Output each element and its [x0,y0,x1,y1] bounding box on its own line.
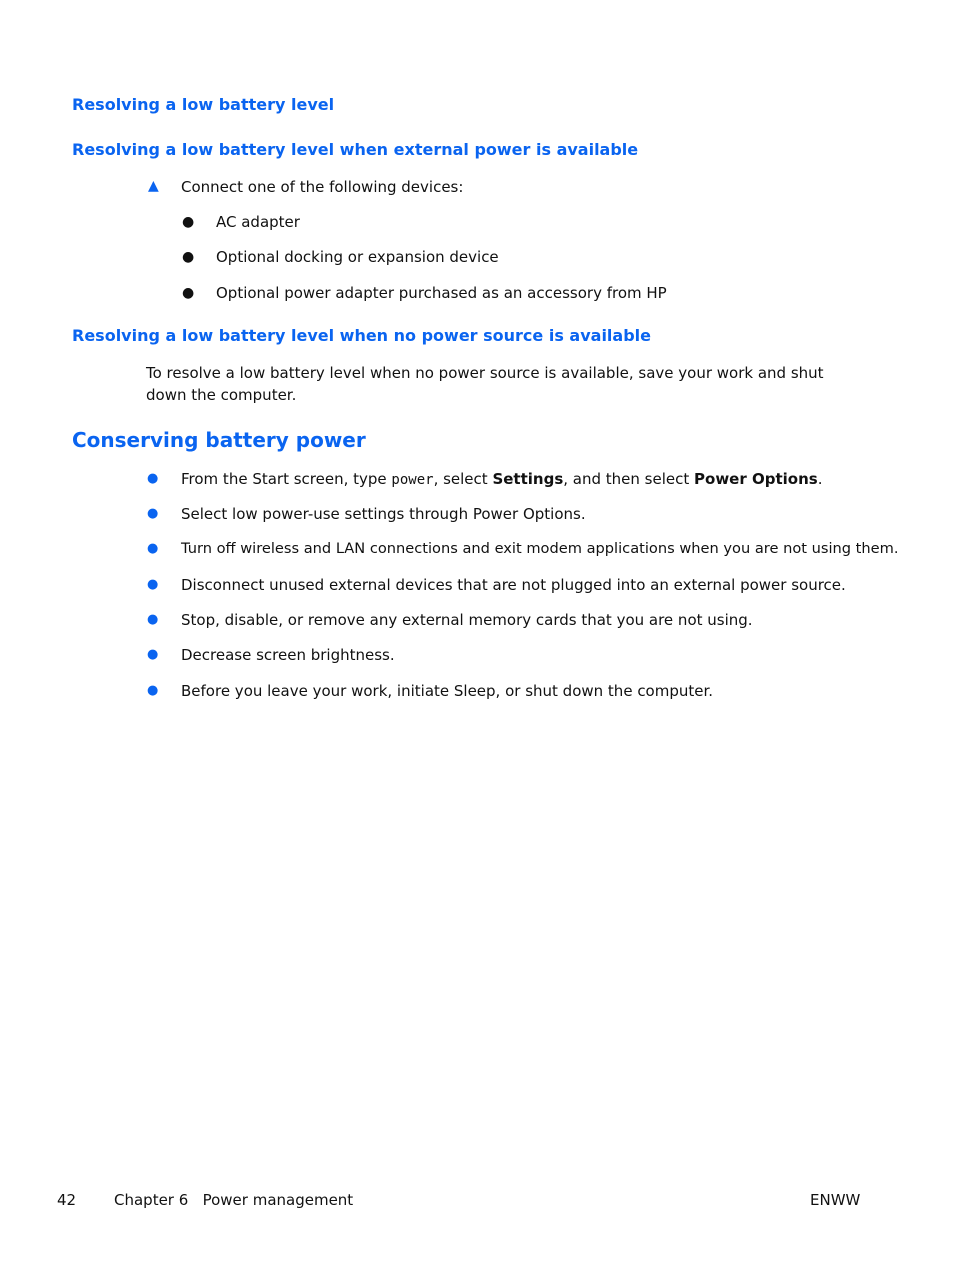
footer-chapter: Chapter 6 Power management [114,1191,354,1209]
bullet-blue-icon: ● [147,471,159,486]
bullet-blue-icon: ● [147,541,159,556]
list-item: Turn off wireless and LAN connections and exit modem applications when you are not using them. [181,540,899,557]
device-item: Optional docking or expansion device [216,248,499,266]
list-item: Disconnect unused external devices that are not plugged into an external power source. [181,576,846,594]
bullet-blue-icon: ● [147,647,159,662]
list-item: Decrease screen brightness. [181,646,395,664]
heading-external-power: Resolving a low battery level when external power is available [72,140,639,159]
heading-no-power: Resolving a low battery level when no power source is available [72,326,651,345]
no-power-paragraph: To resolve a low battery level when no power source is available, save your work and shut down the computer. [146,364,824,404]
bullet-black-icon: ● [182,285,195,301]
footer-enww: ENWW [810,1191,861,1209]
bold-power-options: Power Options [694,470,818,488]
code-power: power [391,472,434,488]
heading-conserving: Conserving battery power [72,428,366,452]
triangle-up-icon: ▲ [148,178,159,194]
bullet-blue-icon: ● [147,577,159,592]
list-item: Before you leave your work, initiate Sleep, or shut down the computer. [181,682,714,700]
bullet-blue-icon: ● [147,612,159,627]
page-number: 42 [57,1191,77,1209]
item-text: , and then select [563,470,695,488]
bold-settings: Settings [492,470,564,488]
heading-low-battery: Resolving a low battery level [72,95,335,114]
device-item: Optional power adapter purchased as an accessory from HP [216,284,667,302]
bullet-blue-icon: ● [147,683,159,698]
step-connect-device: Connect one of the following devices: [181,178,464,196]
device-item: AC adapter [216,213,300,231]
item-text: . [817,470,823,488]
bullet-black-icon: ● [182,214,195,230]
item-text: From the Start screen, type [181,470,392,488]
bullet-black-icon: ● [182,249,195,265]
bullet-blue-icon: ● [147,506,159,521]
list-item: Stop, disable, or remove any external memory cards that you are not using. [181,611,753,629]
item-text: , select [433,470,493,488]
list-item [181,468,822,491]
list-item: Select low power-use settings through Power Options. [181,505,586,523]
